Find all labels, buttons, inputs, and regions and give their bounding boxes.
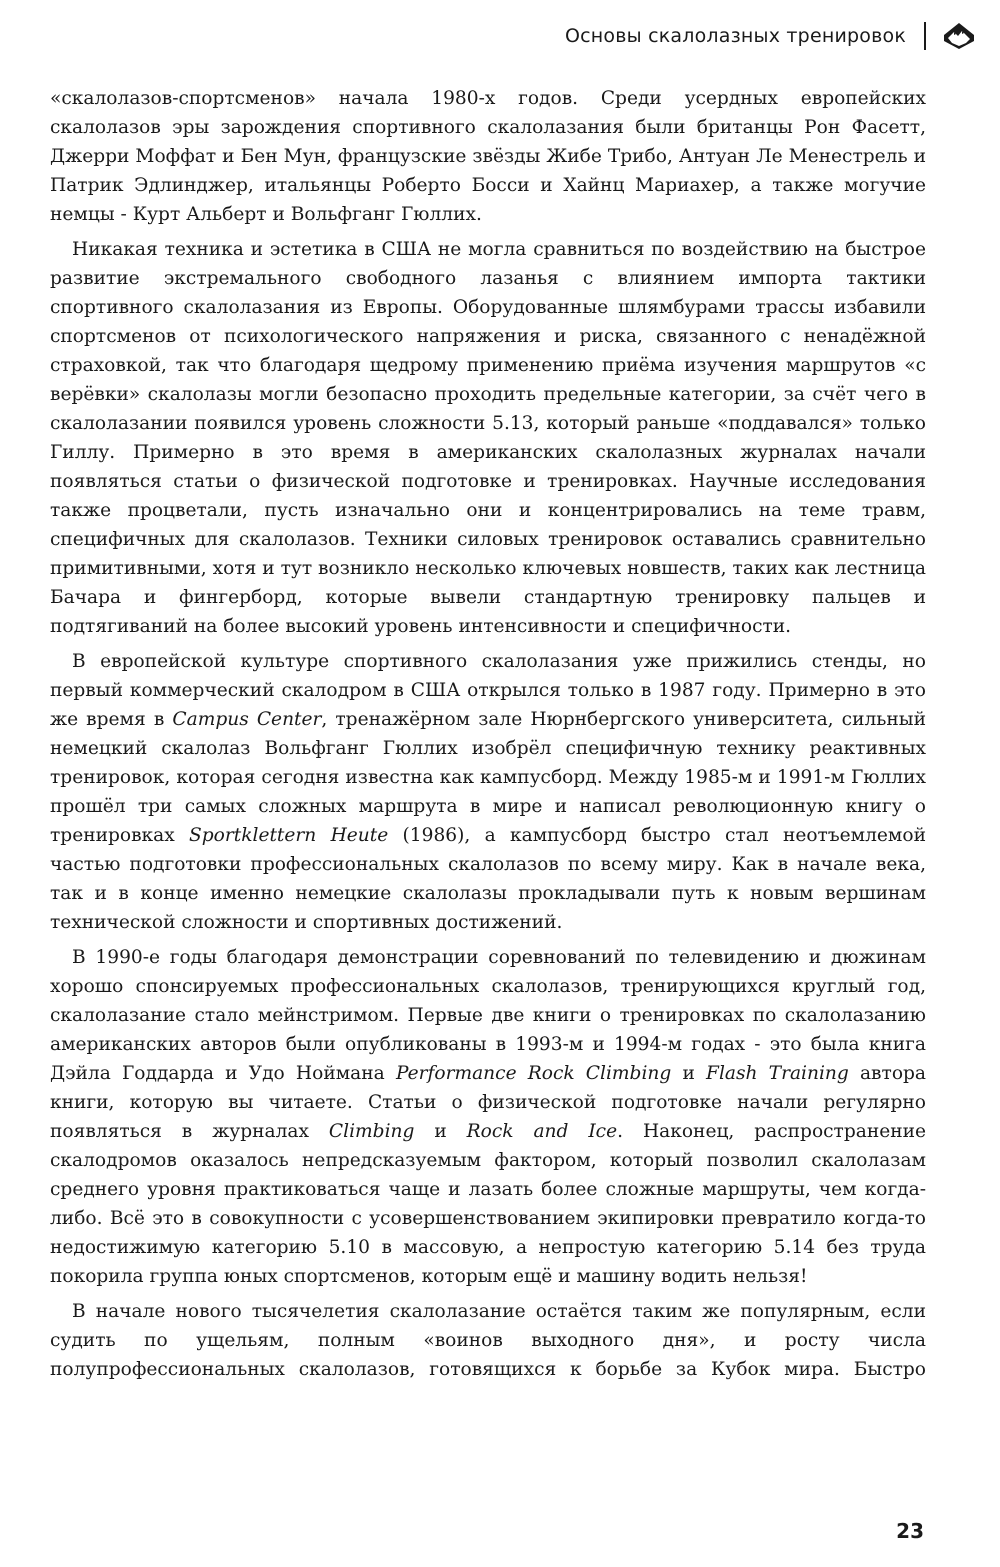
paragraph-4 <box>50 943 926 1291</box>
italic-title: Climbing <box>328 1121 415 1142</box>
text-run: (1986), а кампусборд быстро стал неотъемлемой частью подготовки профессиональных скалолазов по всему миру. Как в начале века, так и в конце именно немецкие скалолазы прокладывали путь к новым вершинам технической сложности и спортивных достижений. <box>50 825 926 933</box>
paragraph-1 <box>50 84 926 229</box>
text-run: . Наконец, распространение скалодромов оказалось непредсказуемым фактором, который позволил скалолазам среднего уровня практиковаться чаще и лазать более сложные маршруты, чем когда-либо. Всё это в совокупности с усовершенствованием экипировки превратило когда-то недостижимую категорию 5.10 в массовую, а непростую категорию 5.14 без труда покорила группа юных спортсменов, которым ещё и машину водить нельзя! <box>50 1121 927 1287</box>
italic-title: Performance Rock Climbing <box>395 1063 672 1084</box>
italic-title: Flash Training <box>706 1063 849 1084</box>
text-run: автора книги, которую вы читаете. Статьи о физической подготовке начали регулярно появляться в журналах <box>50 1063 926 1142</box>
body-text <box>50 84 926 1390</box>
text-run: и <box>671 1063 707 1084</box>
text-run: В 1990-е годы благодаря демонстрации соревнований по телевидению и дюжинам хорошо спонсируемых профессиональных скалолазов, тренирующихся круглый год, скалолазание стало мейнстримом. Первые две книги о тренировках по скалолазанию американских авторов были опубликованы в 1993-м и 1994-м годах - это была книга Дэйла Годдарда и Удо Ноймана <box>50 947 926 1084</box>
paragraph-2 <box>50 235 926 641</box>
italic-title: Rock and Ice <box>466 1121 618 1142</box>
italic-title: Sportklettern Heute <box>189 825 389 846</box>
page-number: 23 <box>896 1519 924 1543</box>
paragraph-3 <box>50 647 926 937</box>
text-run: и <box>414 1121 467 1142</box>
mountain-icon <box>942 21 976 51</box>
running-header <box>565 20 976 52</box>
italic-title: Campus Center <box>172 709 322 730</box>
text-run: В европейской культуре спортивного скалолазания уже прижились стенды, но первый коммерческий скалодром в США открылся только в 1987 году. Примерно в это же время в <box>50 651 926 730</box>
running-title: Основы скалолазных тренировок <box>565 25 906 47</box>
text-run: «скалолазов-спортсменов» начала 1980-х годов. Среди усердных европейских скалолазов эры зарождения спортивного скалолазания были британцы Рон Фасетт, Джерри Моффат и Бен Мун, французские звёзды Жибе Трибо, Антуан Ле Менестрель и Патрик Эдлинджер, итальянцы Роберто Босси и Хайнц Мариахер, а также могучие немцы - Курт Альберт и Вольфганг Гюллих. <box>50 88 926 225</box>
paragraph-5 <box>50 1297 926 1384</box>
text-run: , тренажёрном зале Нюрнбергского университета, сильный немецкий скалолаз Вольфганг Гюллих изобрёл специфичную технику реактивных тренировок, которая сегодня известна как кампусборд. Между 1985-м и 1991-м Гюллих прошёл три самых сложных маршрута в мире и написал революционную книгу о тренировках <box>50 709 926 846</box>
header-divider <box>924 22 926 50</box>
text-run: Никакая техника и эстетика в США не могла сравниться по воздействию на быстрое развитие экстремального свободного лазанья с влиянием импорта тактики спортивного скалолазания из Европы. Оборудованные шлямбурами трассы избавили спортсменов от психологического напряжения и риска, связанного с ненадёжной страховкой, так что благодаря щедрому применению приёма изучения маршрутов «с верёвки» скалолазы могли безопасно проходить предельные категории, за счёт чего в скалолазании появился уровень сложности 5.13, который раньше «поддавался» только Гиллу. Примерно в это время в американских скалолазных журналах начали появляться статьи о физической подготовке и тренировках. Научные исследования также процветали, пусть изначально они и концентрировались на теме травм, специфичных для скалолазов. Техники силовых тренировок оставались сравнительно примитивными, хотя и тут возникло несколько ключевых новшеств, таких как лестница Бачара и фингерборд, которые вывели стандартную тренировку пальцев и подтягиваний на более высокий уровень интенсивности и специфичности. <box>50 239 926 637</box>
text-run: В начале нового тысячелетия скалолазание остаётся таким же популярным, если судить по ущельям, полным «воинов выходного дня», и росту числа полупрофессиональных скалолазов, готовящихся к борьбе за Кубок мира. Быстро <box>50 1301 926 1380</box>
